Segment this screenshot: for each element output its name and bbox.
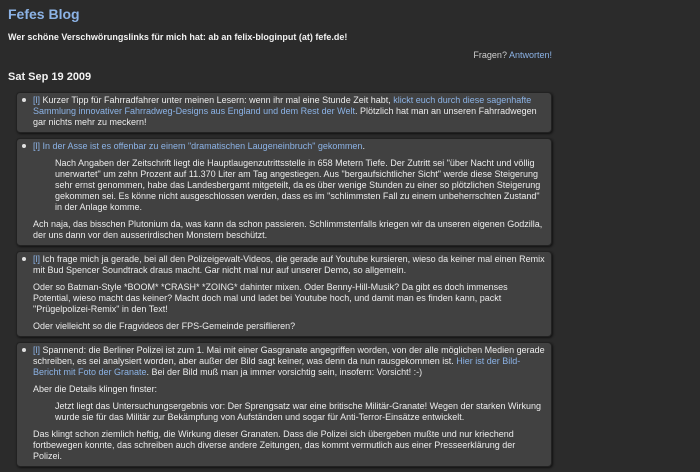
post-paragraph: Das klingt schon ziemlich heftig, die Wirkung dieser Granaten. Dass die Polizei sich übergeben mußte und nur kriechend fortbewegen konnte, das schreiben auch diverse andere Zeitungen, das kommt vermutlich aus einer Presseerklärung der Polizei. [33, 429, 516, 461]
post-text: . [362, 141, 365, 151]
ask-text: Fragen? [473, 50, 507, 60]
post-paragraph: Ach naja, das bisschen Plutonium da, was kann da schon passieren. Schlimmstenfalls kriegen wir da unseren eigenen Godzilla, der uns dann vor den ausserirdischen Monstern beschützt. [33, 219, 543, 240]
permalink-link[interactable]: [l] [33, 345, 41, 355]
post-paragraph [33, 254, 545, 276]
post-quote: Jetzt liegt das Untersuchungsergebnis vor: Der Sprengsatz war eine britische Militär-Granate! Wegen der starken Wirkung wurde sie für das Militär zur Bekämpfung von Aufständen und sogar für Anti-Terror-Einsätze entwickelt. [55, 401, 542, 422]
post-item [16, 138, 552, 246]
ask-section [473, 50, 552, 60]
post-paragraph [33, 95, 545, 128]
post-text: . Plötzlich hat man an unseren Fahrradwegen gar nichts mehr zu meckern! [33, 106, 537, 127]
post-link[interactable]: In der Asse ist es offenbar zu einem "dramatischen Laugeneinbruch" gekommen [42, 141, 363, 151]
post-quote: Nach Angaben der Zeitschrift liegt die Hauptlaugenzutrittsstelle in 658 Metern Tiefe. Der Zutritt sei "über Nacht und völlig unerwartet" um zehn Prozent auf 11.370 Liter am Tag angestiegen. Aus "bergaufsichtlicher Sicht" werde diese Steigerung sehr ernst genommen, habe das Landesbergamt mitgeteilt, da es über wenige Stunden zu einer so plötzlichen Steigerung gekommen sei. Es könne nicht ausgeschlossen werden, dass es im "schlimmsten Fall zu einem unbeherrschten Zustand" in der Anlage komme. [55, 158, 541, 212]
post-link[interactable]: Hier ist der Bild-Bericht mit Foto der Granate [33, 356, 521, 377]
blog-tagline: Wer schöne Verschwörungslinks für mich hat: ab an felix-bloginput (at) fefe.de! [8, 32, 348, 42]
post-item [16, 342, 552, 467]
post-text: Kurzer Tipp für Fahrradfahrer unter meinen Lesern: wenn ihr mal eine Stunde Zeit habt, [42, 95, 394, 105]
blog-title[interactable]: Fefes Blog [8, 6, 80, 22]
post-item [16, 251, 552, 337]
post-paragraph: Aber die Details klingen finster: [33, 384, 158, 394]
answers-link[interactable]: Antworten! [508, 50, 552, 60]
post-list [16, 92, 552, 472]
post-paragraph [33, 141, 545, 152]
permalink-link[interactable]: [l] [33, 254, 41, 264]
post-paragraph [33, 345, 545, 378]
post-paragraph: Oder so Batman-Style *BOOM* *CRASH* *ZOING* dahinter mixen. Oder Benny-Hill-Musik? Da gibt es doch immenses Potential, wieso macht das keiner? Macht doch mal und ladet bei Youtube hoch, und damit man es finden kann, packt "Prügelpolizei-Remix" in den Text! [33, 282, 508, 314]
post-link[interactable]: klickt euch durch diese sagenhafte Sammlung innovativer Fahrradweg-Designs aus England und dem Rest der Welt [33, 95, 532, 116]
post-text: Spannend: die Berliner Polizei ist zum 1. Mai mit einer Gasgranate angegriffen worden, von der alle möglichen Medien gerade schreiben, es sei analysiert worden, aber außer der Bild sagt keiner, was denn da nun rausgekommen ist. [33, 345, 545, 366]
post-text: . Bei der Bild muß man ja immer vorsichtig sein, insofern: Vorsicht! :-) [146, 367, 423, 377]
permalink-link[interactable]: [l] [33, 141, 41, 151]
post-paragraph: Oder vielleicht so die Fragvideos der FPS-Gemeinde persiflieren? [33, 321, 296, 331]
permalink-link[interactable]: [l] [33, 95, 41, 105]
post-item [16, 92, 552, 133]
date-heading: Sat Sep 19 2009 [8, 71, 92, 83]
post-text: Ich frage mich ja gerade, bei all den Polizeigewalt-Videos, die gerade auf Youtube kursieren, wieso da keiner mal einen Remix mit Bud Spencer Soundtrack draus macht. Gar nicht mal nur auf unserer Demo, so allgemein. [33, 254, 545, 275]
